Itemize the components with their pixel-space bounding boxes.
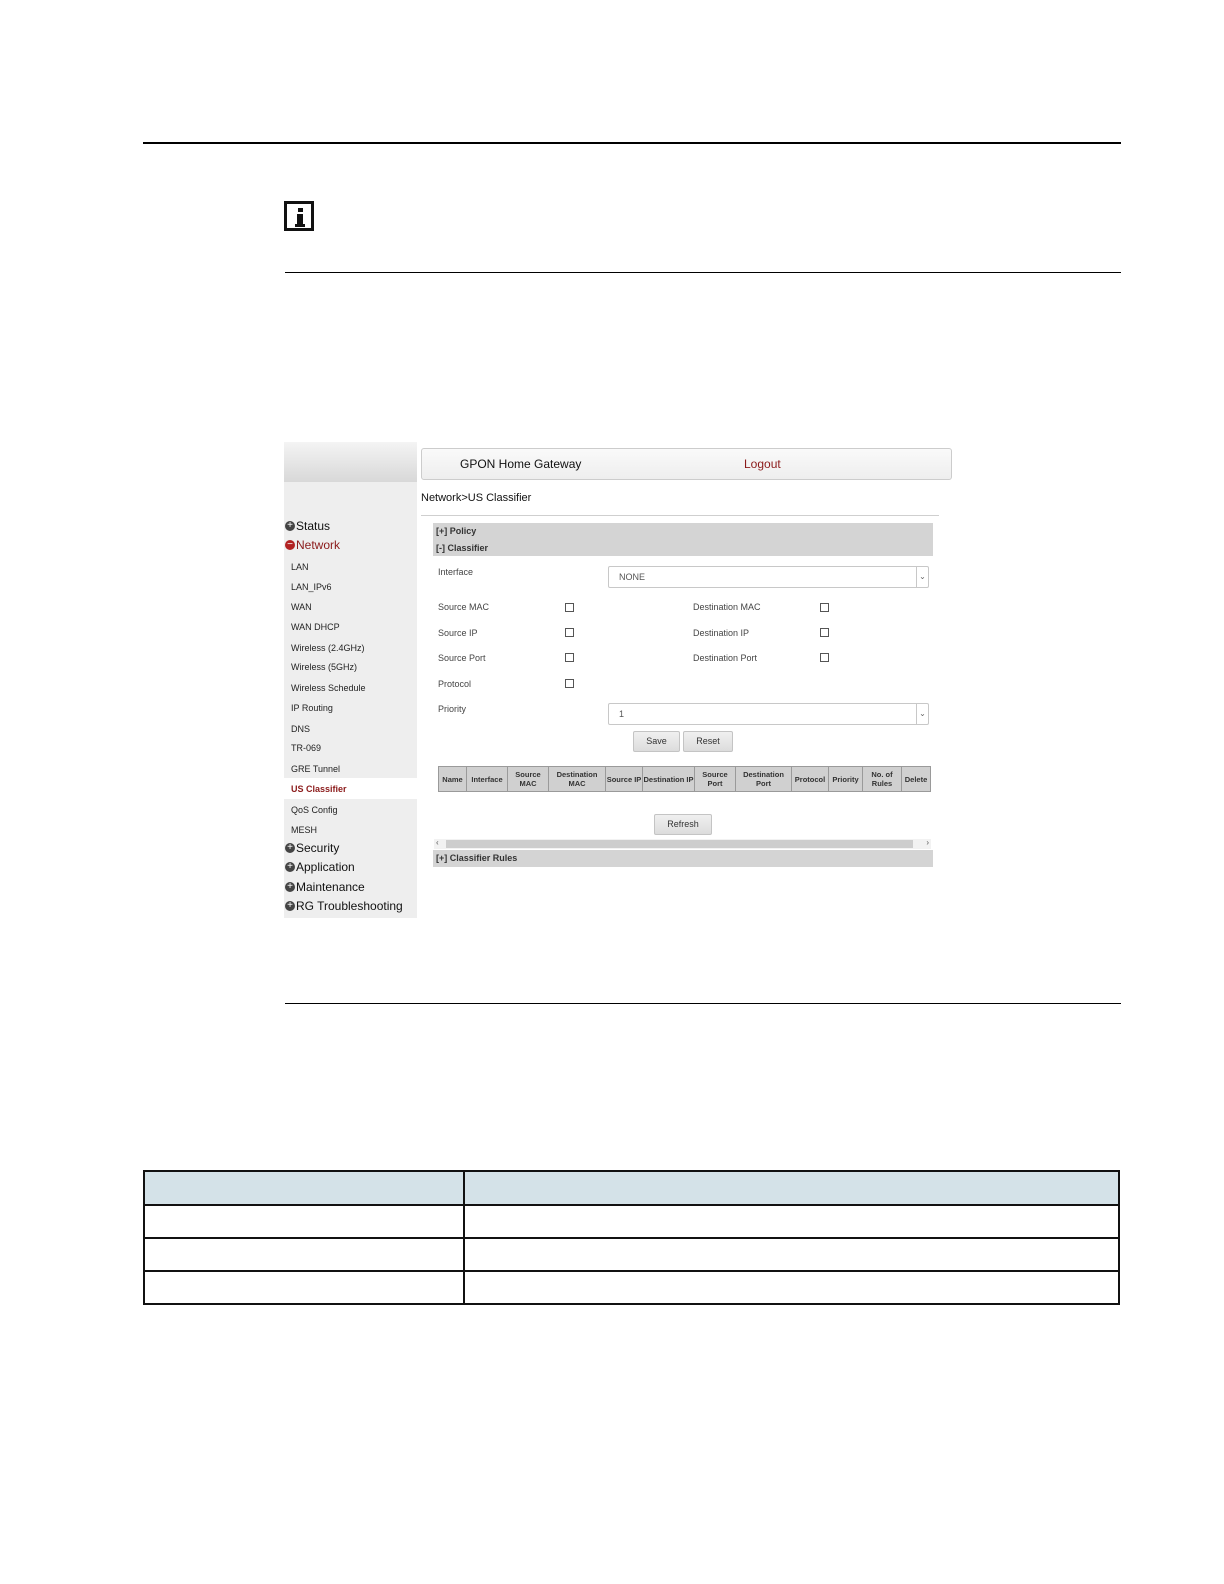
- interface-select[interactable]: NONE ⌄: [608, 566, 929, 588]
- parameter-table: [143, 1170, 1120, 1305]
- protocol-label: Protocol: [438, 679, 472, 689]
- sidebar-item-security[interactable]: + Security: [285, 841, 339, 855]
- table-cell: [144, 1238, 464, 1271]
- chevron-down-icon: ⌄: [916, 704, 928, 724]
- classifier-rules-section-header[interactable]: [+] Classifier Rules: [433, 850, 933, 867]
- sidebar-item-wireless-24[interactable]: Wireless (2.4GHz): [291, 643, 365, 653]
- scrollbar-thumb[interactable]: [446, 840, 913, 848]
- sidebar-item-ip-routing[interactable]: IP Routing: [291, 703, 333, 713]
- minus-icon: −: [285, 540, 295, 550]
- sidebar-item-maintenance[interactable]: + Maintenance: [285, 880, 365, 894]
- col-destination-mac: Destination MAC: [549, 767, 606, 792]
- sidebar-item-lan[interactable]: LAN: [291, 562, 309, 572]
- table-row: [144, 1205, 1119, 1238]
- sidebar-item-application[interactable]: + Application: [285, 860, 355, 874]
- app-title: GPON Home Gateway: [460, 457, 582, 471]
- plus-icon: +: [285, 843, 295, 853]
- sidebar-item-wireless-5[interactable]: Wireless (5GHz): [291, 662, 358, 672]
- table-header-row: [439, 767, 931, 792]
- table-cell: [144, 1271, 464, 1304]
- source-port-label: Source Port: [438, 653, 486, 663]
- classifier-rules-table: [438, 766, 931, 792]
- plus-icon: +: [285, 882, 295, 892]
- table-cell: [464, 1205, 1119, 1238]
- sidebar-top: [284, 442, 417, 482]
- col-source-port: Source Port: [695, 767, 736, 792]
- reset-button[interactable]: Reset: [683, 731, 733, 752]
- col-destination-ip: Destination IP: [643, 767, 695, 792]
- table-row: [144, 1271, 1119, 1304]
- source-mac-checkbox[interactable]: [565, 603, 574, 612]
- figure-rule: [285, 1003, 1121, 1004]
- priority-select[interactable]: 1 ⌄: [608, 703, 929, 725]
- sidebar-item-qos-config[interactable]: QoS Config: [291, 805, 338, 815]
- table-cell: [144, 1171, 464, 1205]
- table-header-row: [144, 1171, 1119, 1205]
- col-protocol: Protocol: [792, 767, 829, 792]
- info-icon: [284, 201, 314, 231]
- destination-ip-checkbox[interactable]: [820, 628, 829, 637]
- sidebar-item-rg-troubleshooting[interactable]: + RG Troubleshooting: [285, 899, 403, 913]
- destination-port-label: Destination Port: [693, 653, 758, 663]
- plus-icon: +: [285, 901, 295, 911]
- source-ip-checkbox[interactable]: [565, 628, 574, 637]
- sidebar-item-network[interactable]: − Network: [285, 538, 340, 552]
- destination-ip-label: Destination IP: [693, 628, 750, 638]
- col-name: Name: [439, 767, 467, 792]
- source-ip-label: Source IP: [438, 628, 478, 638]
- horizontal-scrollbar[interactable]: [434, 839, 931, 849]
- sidebar-item-wan[interactable]: WAN: [291, 602, 312, 612]
- source-mac-label: Source MAC: [438, 602, 490, 612]
- table-cell: [464, 1171, 1119, 1205]
- col-no-of-rules: No. of Rules: [863, 767, 902, 792]
- table-row: [144, 1238, 1119, 1271]
- priority-label: Priority: [438, 704, 467, 714]
- refresh-button[interactable]: Refresh: [654, 814, 712, 835]
- policy-section-header[interactable]: [+] Policy: [433, 523, 933, 540]
- source-port-checkbox[interactable]: [565, 653, 574, 662]
- destination-mac-label: Destination MAC: [693, 602, 761, 612]
- interface-label: Interface: [438, 567, 474, 577]
- plus-icon: +: [285, 521, 295, 531]
- table-cell: [464, 1238, 1119, 1271]
- table-cell: [144, 1205, 464, 1238]
- logout-link[interactable]: Logout: [744, 457, 781, 471]
- destination-mac-checkbox[interactable]: [820, 603, 829, 612]
- sidebar-item-gre-tunnel[interactable]: GRE Tunnel: [291, 764, 341, 774]
- sidebar-item-wireless-schedule[interactable]: Wireless Schedule: [291, 683, 366, 693]
- sidebar-item-tr069[interactable]: TR-069: [291, 743, 322, 753]
- sidebar-item-wan-dhcp[interactable]: WAN DHCP: [291, 622, 340, 632]
- scroll-right-icon[interactable]: ›: [926, 838, 929, 847]
- protocol-checkbox[interactable]: [565, 679, 574, 688]
- sidebar-item-mesh[interactable]: MESH: [291, 825, 318, 835]
- col-source-mac: Source MAC: [508, 767, 549, 792]
- breadcrumb: Network>US Classifier: [421, 492, 532, 504]
- table-cell: [464, 1271, 1119, 1304]
- sidebar-item-us-classifier[interactable]: US Classifier: [291, 784, 347, 794]
- col-source-ip: Source IP: [606, 767, 643, 792]
- note-rule: [285, 272, 1121, 273]
- sidebar-item-status[interactable]: + Status: [285, 519, 330, 533]
- save-button[interactable]: Save: [633, 731, 680, 752]
- destination-port-checkbox[interactable]: [820, 653, 829, 662]
- chevron-down-icon: ⌄: [916, 567, 928, 587]
- col-delete: Delete: [902, 767, 931, 792]
- breadcrumb-divider: [421, 515, 939, 516]
- plus-icon: +: [285, 862, 295, 872]
- col-destination-port: Destination Port: [736, 767, 792, 792]
- scroll-left-icon[interactable]: ‹: [436, 838, 439, 847]
- col-interface: Interface: [467, 767, 508, 792]
- col-priority: Priority: [829, 767, 863, 792]
- sidebar-item-dns[interactable]: DNS: [291, 724, 311, 734]
- sidebar-item-lan-ipv6[interactable]: LAN_IPv6: [291, 582, 332, 592]
- classifier-section-header[interactable]: [-] Classifier: [433, 540, 933, 556]
- top-rule: [143, 142, 1121, 144]
